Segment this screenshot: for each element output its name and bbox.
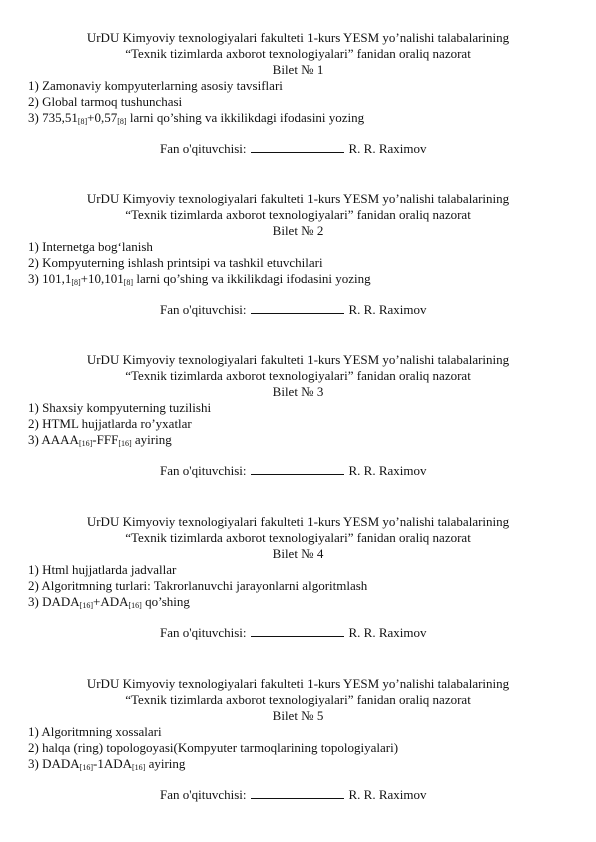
ticket-3 bbox=[0, 352, 596, 514]
question-2: 2) Kompyuterning ishlash printsipi va tashkil etuvchilari bbox=[28, 255, 323, 270]
operand-b: 1ADA bbox=[97, 756, 132, 771]
question-2: 2) halqa (ring) topologoyasi(Kompyuter tarmoqlarining topologiyalari) bbox=[28, 740, 399, 755]
operand-a: DADA bbox=[42, 756, 80, 771]
ticket-header-line1: UrDU Kimyoviy texnologiyalari fakulteti 1-kurs YESM yo’nalishi talabalarining bbox=[86, 676, 510, 691]
teacher-label: Fan o'qituvchisi: bbox=[160, 302, 247, 317]
ticket-header-line2: “Texnik tizimlarda axborot texnologiyalari” fanidan oraliq nazorat bbox=[125, 46, 471, 61]
question-3-prefix: 3) bbox=[28, 110, 43, 125]
signature-blank bbox=[251, 141, 344, 153]
operand-b-base: [8] bbox=[117, 117, 127, 126]
question-3-suffix: ayiring bbox=[145, 756, 186, 771]
ticket-header-line1: UrDU Kimyoviy texnologiyalari fakulteti 1-kurs YESM yo’nalishi talabalarining bbox=[86, 191, 510, 206]
question-2: 2) HTML hujjatlarda ro’yxatlar bbox=[28, 416, 192, 431]
ticket-number: Bilet № 1 bbox=[272, 62, 324, 77]
operand-a-base: [16] bbox=[79, 601, 93, 610]
operand-a: AAAA bbox=[41, 432, 79, 447]
operand-b: 0,57 bbox=[94, 110, 118, 125]
ticket-number: Bilet № 3 bbox=[272, 384, 324, 399]
question-3 bbox=[28, 432, 172, 452]
teacher-name: R. R. Raximov bbox=[348, 625, 427, 640]
operator: + bbox=[80, 271, 89, 286]
ticket-number: Bilet № 4 bbox=[272, 546, 324, 561]
ticket-4 bbox=[0, 514, 596, 676]
operand-b-base: [16] bbox=[128, 601, 142, 610]
teacher-name: R. R. Raximov bbox=[348, 302, 427, 317]
operator: - bbox=[92, 756, 98, 771]
question-3 bbox=[28, 594, 190, 614]
ticket-1 bbox=[0, 30, 596, 192]
question-1: 1) Zamonaviy kompyuterlarning asosiy tavsiflari bbox=[28, 78, 283, 93]
question-3-prefix: 3) bbox=[28, 432, 42, 447]
signature-blank bbox=[251, 787, 344, 799]
operand-a: DADA bbox=[42, 594, 80, 609]
operand-b-base: [16] bbox=[132, 763, 146, 772]
operand-b-base: [16] bbox=[118, 439, 132, 448]
signature-blank bbox=[251, 625, 344, 637]
ticket-number: Bilet № 5 bbox=[272, 708, 324, 723]
teacher-signature-line bbox=[160, 302, 427, 318]
ticket-header-line2: “Texnik tizimlarda axborot texnologiyalari” fanidan oraliq nazorat bbox=[125, 530, 471, 545]
question-3 bbox=[28, 271, 371, 291]
teacher-label: Fan o'qituvchisi: bbox=[160, 625, 247, 640]
teacher-label: Fan o'qituvchisi: bbox=[160, 787, 247, 802]
operator: + bbox=[87, 110, 95, 125]
operand-a-base: [8] bbox=[77, 117, 88, 126]
question-3 bbox=[28, 110, 364, 130]
question-1: 1) Html hujjatlarda jadvallar bbox=[28, 562, 177, 577]
teacher-name: R. R. Raximov bbox=[348, 141, 427, 156]
operand-a-base: [16] bbox=[79, 763, 93, 772]
operand-a: 101,1 bbox=[42, 271, 72, 286]
operand-a-base: [16] bbox=[78, 439, 93, 448]
question-3-prefix: 3) bbox=[28, 756, 43, 771]
teacher-signature-line bbox=[160, 463, 427, 479]
ticket-5 bbox=[0, 676, 596, 838]
question-1: 1) Algoritmning xossalari bbox=[28, 724, 162, 739]
teacher-signature-line bbox=[160, 141, 427, 157]
operator: + bbox=[92, 594, 101, 609]
question-3-prefix: 3) bbox=[28, 594, 43, 609]
ticket-header-line2: “Texnik tizimlarda axborot texnologiyalari” fanidan oraliq nazorat bbox=[125, 692, 471, 707]
teacher-signature-line bbox=[160, 625, 427, 641]
teacher-name: R. R. Raximov bbox=[348, 787, 427, 802]
question-1: 1) Shaxsiy kompyuterning tuzilishi bbox=[28, 400, 212, 415]
question-2: 2) Algoritmning turlari: Takrorlanuvchi jarayonlarni algoritmlash bbox=[28, 578, 368, 593]
operand-b: 10,101 bbox=[88, 271, 124, 286]
signature-blank bbox=[251, 302, 344, 314]
operand-a: 735,51 bbox=[42, 110, 78, 125]
teacher-name: R. R. Raximov bbox=[348, 463, 427, 478]
ticket-number: Bilet № 2 bbox=[272, 223, 324, 238]
operand-b: ADA bbox=[100, 594, 129, 609]
question-3 bbox=[28, 756, 185, 776]
ticket-header-line1: UrDU Kimyoviy texnologiyalari fakulteti 1-kurs YESM yo’nalishi talabalarining bbox=[86, 30, 510, 45]
teacher-signature-line bbox=[160, 787, 427, 803]
question-3-suffix: larni qo’shing va ikkilikdagi ifodasini yozing bbox=[133, 271, 371, 286]
ticket-2 bbox=[0, 191, 596, 353]
question-3-prefix: 3) bbox=[28, 271, 43, 286]
teacher-label: Fan o'qituvchisi: bbox=[160, 141, 247, 156]
question-3-suffix: larni qo’shing va ikkilikdagi ifodasini yozing bbox=[126, 110, 365, 125]
ticket-header-line2: “Texnik tizimlarda axborot texnologiyalari” fanidan oraliq nazorat bbox=[125, 368, 471, 383]
question-3-suffix: ayiring bbox=[131, 432, 172, 447]
ticket-header-line2: “Texnik tizimlarda axborot texnologiyalari” fanidan oraliq nazorat bbox=[125, 207, 471, 222]
operand-b-base: [8] bbox=[123, 278, 134, 287]
teacher-label: Fan o'qituvchisi: bbox=[160, 463, 247, 478]
ticket-header-line1: UrDU Kimyoviy texnologiyalari fakulteti 1-kurs YESM yo’nalishi talabalarining bbox=[86, 352, 510, 367]
operand-a-base: [8] bbox=[71, 278, 81, 287]
operator: - bbox=[92, 432, 97, 447]
ticket-header-line1: UrDU Kimyoviy texnologiyalari fakulteti 1-kurs YESM yo’nalishi talabalarining bbox=[86, 514, 510, 529]
signature-blank bbox=[251, 463, 344, 475]
operand-b: FFF bbox=[96, 432, 119, 447]
question-3-suffix: qo’shing bbox=[141, 594, 190, 609]
question-1: 1) Internetga bog‘lanish bbox=[28, 239, 153, 254]
question-2: 2) Global tarmoq tushunchasi bbox=[28, 94, 183, 109]
